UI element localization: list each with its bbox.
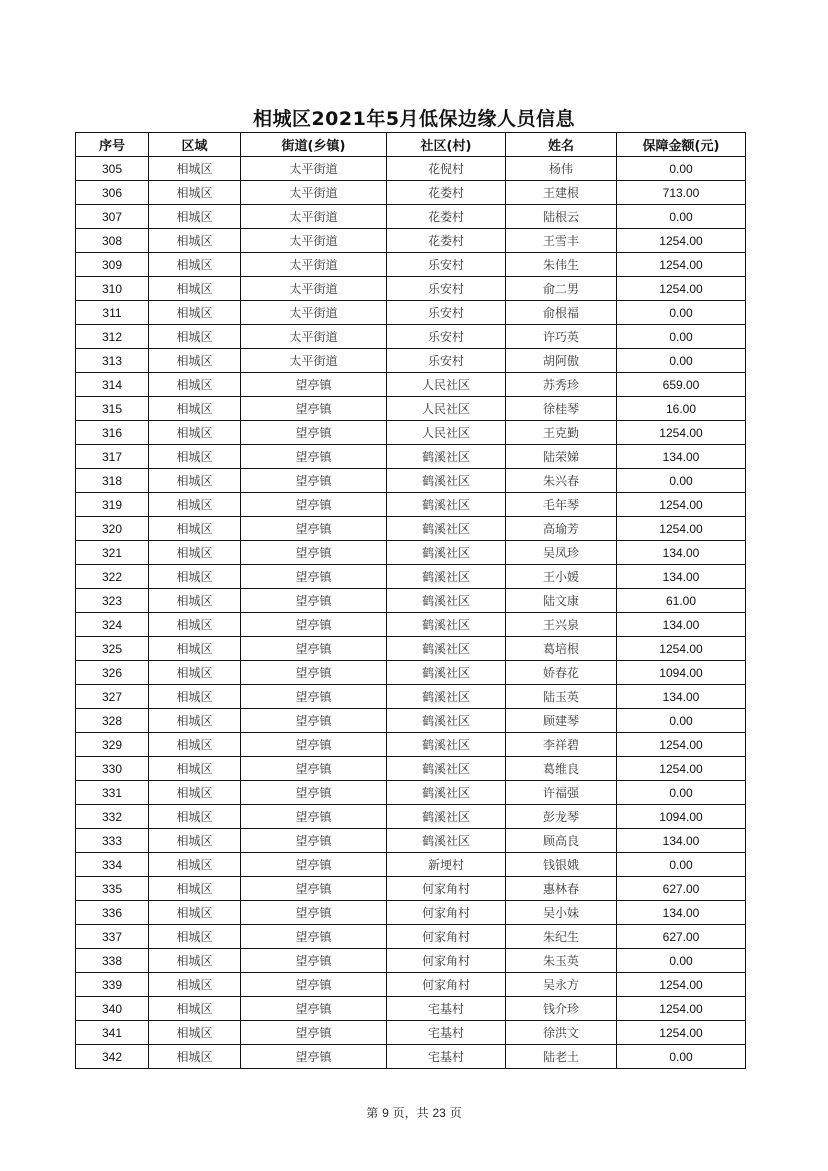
cell-index: 316 bbox=[76, 421, 149, 445]
cell-amount: 0.00 bbox=[617, 1045, 746, 1069]
cell-community: 乐安村 bbox=[387, 349, 506, 373]
cell-street: 太平街道 bbox=[241, 301, 387, 325]
cell-name: 陆老土 bbox=[506, 1045, 617, 1069]
cell-amount: 0.00 bbox=[617, 205, 746, 229]
cell-amount: 1254.00 bbox=[617, 517, 746, 541]
cell-name: 王建根 bbox=[506, 181, 617, 205]
table-row bbox=[76, 613, 746, 637]
cell-name: 王雪丰 bbox=[506, 229, 617, 253]
cell-amount: 1254.00 bbox=[617, 637, 746, 661]
cell-index: 325 bbox=[76, 637, 149, 661]
cell-community: 乐安村 bbox=[387, 301, 506, 325]
cell-district: 相城区 bbox=[149, 325, 241, 349]
cell-name: 陆荣娣 bbox=[506, 445, 617, 469]
cell-street: 望亭镇 bbox=[241, 1045, 387, 1069]
cell-district: 相城区 bbox=[149, 733, 241, 757]
cell-amount: 1254.00 bbox=[617, 997, 746, 1021]
cell-name: 娇春花 bbox=[506, 661, 617, 685]
table-row bbox=[76, 901, 746, 925]
cell-street: 望亭镇 bbox=[241, 901, 387, 925]
cell-amount: 0.00 bbox=[617, 853, 746, 877]
cell-amount: 134.00 bbox=[617, 613, 746, 637]
cell-amount: 1254.00 bbox=[617, 493, 746, 517]
table-row bbox=[76, 181, 746, 205]
cell-name: 葛培根 bbox=[506, 637, 617, 661]
cell-district: 相城区 bbox=[149, 901, 241, 925]
cell-amount: 1254.00 bbox=[617, 733, 746, 757]
cell-district: 相城区 bbox=[149, 421, 241, 445]
cell-community: 乐安村 bbox=[387, 277, 506, 301]
cell-district: 相城区 bbox=[149, 613, 241, 637]
table-row bbox=[76, 637, 746, 661]
cell-district: 相城区 bbox=[149, 373, 241, 397]
cell-name: 朱兴春 bbox=[506, 469, 617, 493]
cell-name: 许巧英 bbox=[506, 325, 617, 349]
cell-community: 鹤溪社区 bbox=[387, 637, 506, 661]
cell-index: 340 bbox=[76, 997, 149, 1021]
table-row bbox=[76, 853, 746, 877]
cell-index: 313 bbox=[76, 349, 149, 373]
cell-district: 相城区 bbox=[149, 709, 241, 733]
cell-index: 338 bbox=[76, 949, 149, 973]
cell-street: 望亭镇 bbox=[241, 805, 387, 829]
cell-name: 王小媛 bbox=[506, 565, 617, 589]
cell-amount: 1094.00 bbox=[617, 805, 746, 829]
cell-district: 相城区 bbox=[149, 1045, 241, 1069]
cell-amount: 134.00 bbox=[617, 445, 746, 469]
cell-street: 望亭镇 bbox=[241, 949, 387, 973]
table-row bbox=[76, 493, 746, 517]
cell-name: 王克勤 bbox=[506, 421, 617, 445]
table-row bbox=[76, 301, 746, 325]
total-page-count: 23 bbox=[432, 1106, 446, 1120]
table-row bbox=[76, 421, 746, 445]
cell-name: 胡阿傲 bbox=[506, 349, 617, 373]
cell-name: 俞根福 bbox=[506, 301, 617, 325]
cell-street: 望亭镇 bbox=[241, 589, 387, 613]
table-row bbox=[76, 541, 746, 565]
cell-index: 317 bbox=[76, 445, 149, 469]
table-row bbox=[76, 469, 746, 493]
table-row bbox=[76, 565, 746, 589]
cell-name: 高瑜芳 bbox=[506, 517, 617, 541]
cell-street: 望亭镇 bbox=[241, 613, 387, 637]
cell-street: 望亭镇 bbox=[241, 757, 387, 781]
cell-district: 相城区 bbox=[149, 661, 241, 685]
cell-community: 鹤溪社区 bbox=[387, 781, 506, 805]
cell-community: 新埂村 bbox=[387, 853, 506, 877]
cell-name: 吴永方 bbox=[506, 973, 617, 997]
cell-district: 相城区 bbox=[149, 685, 241, 709]
footer-middle: 页，共 bbox=[392, 1106, 429, 1120]
cell-name: 徐洪文 bbox=[506, 1021, 617, 1045]
cell-street: 太平街道 bbox=[241, 277, 387, 301]
table-row bbox=[76, 445, 746, 469]
cell-district: 相城区 bbox=[149, 301, 241, 325]
cell-amount: 1254.00 bbox=[617, 421, 746, 445]
cell-district: 相城区 bbox=[149, 829, 241, 853]
cell-amount: 0.00 bbox=[617, 349, 746, 373]
cell-index: 328 bbox=[76, 709, 149, 733]
table-row bbox=[76, 661, 746, 685]
cell-amount: 0.00 bbox=[617, 301, 746, 325]
cell-community: 鹤溪社区 bbox=[387, 541, 506, 565]
cell-amount: 0.00 bbox=[617, 325, 746, 349]
cell-community: 乐安村 bbox=[387, 253, 506, 277]
cell-amount: 1254.00 bbox=[617, 229, 746, 253]
table-row bbox=[76, 397, 746, 421]
cell-street: 望亭镇 bbox=[241, 733, 387, 757]
cell-street: 望亭镇 bbox=[241, 685, 387, 709]
cell-district: 相城区 bbox=[149, 565, 241, 589]
cell-district: 相城区 bbox=[149, 757, 241, 781]
cell-district: 相城区 bbox=[149, 253, 241, 277]
table-body bbox=[76, 157, 746, 1069]
current-page-number: 9 bbox=[382, 1106, 389, 1120]
table-row bbox=[76, 589, 746, 613]
table-row bbox=[76, 877, 746, 901]
cell-index: 309 bbox=[76, 253, 149, 277]
cell-community: 宅基村 bbox=[387, 1045, 506, 1069]
cell-name: 顾建琴 bbox=[506, 709, 617, 733]
cell-community: 鹤溪社区 bbox=[387, 661, 506, 685]
cell-name: 杨伟 bbox=[506, 157, 617, 181]
cell-amount: 713.00 bbox=[617, 181, 746, 205]
cell-district: 相城区 bbox=[149, 445, 241, 469]
cell-community: 鹤溪社区 bbox=[387, 493, 506, 517]
footer-suffix: 页 bbox=[449, 1106, 462, 1120]
cell-amount: 61.00 bbox=[617, 589, 746, 613]
cell-name: 毛年琴 bbox=[506, 493, 617, 517]
table-row bbox=[76, 733, 746, 757]
cell-community: 人民社区 bbox=[387, 373, 506, 397]
cell-community: 鹤溪社区 bbox=[387, 445, 506, 469]
cell-amount: 134.00 bbox=[617, 565, 746, 589]
cell-index: 324 bbox=[76, 613, 149, 637]
cell-district: 相城区 bbox=[149, 277, 241, 301]
data-table bbox=[75, 132, 746, 1069]
cell-community: 何家角村 bbox=[387, 973, 506, 997]
cell-street: 望亭镇 bbox=[241, 973, 387, 997]
cell-index: 308 bbox=[76, 229, 149, 253]
cell-index: 341 bbox=[76, 1021, 149, 1045]
cell-district: 相城区 bbox=[149, 469, 241, 493]
cell-district: 相城区 bbox=[149, 805, 241, 829]
table-row bbox=[76, 997, 746, 1021]
table-row bbox=[76, 949, 746, 973]
cell-name: 俞二男 bbox=[506, 277, 617, 301]
table-row bbox=[76, 709, 746, 733]
cell-index: 331 bbox=[76, 781, 149, 805]
table-row bbox=[76, 277, 746, 301]
cell-index: 336 bbox=[76, 901, 149, 925]
cell-street: 望亭镇 bbox=[241, 373, 387, 397]
cell-district: 相城区 bbox=[149, 949, 241, 973]
cell-amount: 134.00 bbox=[617, 829, 746, 853]
cell-community: 鹤溪社区 bbox=[387, 565, 506, 589]
column-header-street: 街道(乡镇) bbox=[241, 133, 387, 157]
cell-amount: 0.00 bbox=[617, 781, 746, 805]
cell-community: 花倪村 bbox=[387, 157, 506, 181]
cell-index: 329 bbox=[76, 733, 149, 757]
cell-community: 鹤溪社区 bbox=[387, 805, 506, 829]
cell-street: 望亭镇 bbox=[241, 397, 387, 421]
cell-community: 人民社区 bbox=[387, 421, 506, 445]
cell-street: 望亭镇 bbox=[241, 781, 387, 805]
cell-index: 314 bbox=[76, 373, 149, 397]
cell-index: 310 bbox=[76, 277, 149, 301]
cell-index: 307 bbox=[76, 205, 149, 229]
cell-street: 望亭镇 bbox=[241, 877, 387, 901]
cell-amount: 134.00 bbox=[617, 685, 746, 709]
cell-name: 陆玉英 bbox=[506, 685, 617, 709]
cell-index: 330 bbox=[76, 757, 149, 781]
cell-street: 望亭镇 bbox=[241, 709, 387, 733]
cell-district: 相城区 bbox=[149, 493, 241, 517]
cell-street: 望亭镇 bbox=[241, 829, 387, 853]
cell-street: 望亭镇 bbox=[241, 853, 387, 877]
cell-name: 苏秀珍 bbox=[506, 373, 617, 397]
cell-amount: 0.00 bbox=[617, 709, 746, 733]
table-row bbox=[76, 205, 746, 229]
table-row bbox=[76, 925, 746, 949]
column-header-index: 序号 bbox=[76, 133, 149, 157]
column-header-district: 区域 bbox=[149, 133, 241, 157]
cell-name: 徐桂琴 bbox=[506, 397, 617, 421]
cell-street: 望亭镇 bbox=[241, 541, 387, 565]
cell-street: 太平街道 bbox=[241, 181, 387, 205]
cell-amount: 659.00 bbox=[617, 373, 746, 397]
cell-district: 相城区 bbox=[149, 853, 241, 877]
cell-amount: 0.00 bbox=[617, 949, 746, 973]
cell-street: 太平街道 bbox=[241, 205, 387, 229]
cell-street: 望亭镇 bbox=[241, 565, 387, 589]
cell-community: 乐安村 bbox=[387, 325, 506, 349]
cell-community: 鹤溪社区 bbox=[387, 589, 506, 613]
cell-name: 顾高良 bbox=[506, 829, 617, 853]
cell-street: 望亭镇 bbox=[241, 517, 387, 541]
cell-district: 相城区 bbox=[149, 157, 241, 181]
cell-amount: 1254.00 bbox=[617, 1021, 746, 1045]
document-title: 相城区2021年5月低保边缘人员信息 bbox=[252, 108, 576, 130]
cell-district: 相城区 bbox=[149, 349, 241, 373]
cell-name: 陆文康 bbox=[506, 589, 617, 613]
column-header-community: 社区(村) bbox=[387, 133, 506, 157]
cell-district: 相城区 bbox=[149, 877, 241, 901]
cell-name: 吴小妹 bbox=[506, 901, 617, 925]
cell-index: 339 bbox=[76, 973, 149, 997]
cell-community: 宅基村 bbox=[387, 1021, 506, 1045]
cell-name: 朱纪生 bbox=[506, 925, 617, 949]
table-row bbox=[76, 685, 746, 709]
cell-community: 何家角村 bbox=[387, 877, 506, 901]
table-row bbox=[76, 781, 746, 805]
column-header-amount: 保障金额(元) bbox=[617, 133, 746, 157]
cell-name: 王兴泉 bbox=[506, 613, 617, 637]
cell-community: 花娄村 bbox=[387, 229, 506, 253]
cell-amount: 627.00 bbox=[617, 925, 746, 949]
cell-amount: 1254.00 bbox=[617, 973, 746, 997]
cell-index: 311 bbox=[76, 301, 149, 325]
cell-district: 相城区 bbox=[149, 205, 241, 229]
cell-community: 何家角村 bbox=[387, 925, 506, 949]
table-row bbox=[76, 1021, 746, 1045]
cell-district: 相城区 bbox=[149, 1021, 241, 1045]
cell-district: 相城区 bbox=[149, 229, 241, 253]
cell-street: 太平街道 bbox=[241, 325, 387, 349]
cell-name: 葛维良 bbox=[506, 757, 617, 781]
cell-amount: 134.00 bbox=[617, 901, 746, 925]
cell-street: 望亭镇 bbox=[241, 637, 387, 661]
cell-name: 朱伟生 bbox=[506, 253, 617, 277]
cell-community: 何家角村 bbox=[387, 949, 506, 973]
cell-index: 322 bbox=[76, 565, 149, 589]
cell-street: 太平街道 bbox=[241, 157, 387, 181]
table-row bbox=[76, 517, 746, 541]
cell-amount: 134.00 bbox=[617, 541, 746, 565]
cell-community: 鹤溪社区 bbox=[387, 757, 506, 781]
cell-name: 彭龙琴 bbox=[506, 805, 617, 829]
cell-name: 李祥碧 bbox=[506, 733, 617, 757]
cell-community: 鹤溪社区 bbox=[387, 685, 506, 709]
table-row bbox=[76, 325, 746, 349]
cell-community: 鹤溪社区 bbox=[387, 829, 506, 853]
cell-street: 望亭镇 bbox=[241, 493, 387, 517]
table-row bbox=[76, 229, 746, 253]
table-row bbox=[76, 757, 746, 781]
cell-index: 315 bbox=[76, 397, 149, 421]
table-row bbox=[76, 805, 746, 829]
cell-name: 惠林春 bbox=[506, 877, 617, 901]
cell-district: 相城区 bbox=[149, 781, 241, 805]
cell-amount: 627.00 bbox=[617, 877, 746, 901]
cell-name: 许福强 bbox=[506, 781, 617, 805]
cell-index: 335 bbox=[76, 877, 149, 901]
cell-name: 钱银娥 bbox=[506, 853, 617, 877]
cell-district: 相城区 bbox=[149, 973, 241, 997]
cell-community: 鹤溪社区 bbox=[387, 733, 506, 757]
cell-community: 花娄村 bbox=[387, 181, 506, 205]
cell-district: 相城区 bbox=[149, 925, 241, 949]
table-row bbox=[76, 349, 746, 373]
cell-community: 人民社区 bbox=[387, 397, 506, 421]
table-row bbox=[76, 157, 746, 181]
cell-street: 望亭镇 bbox=[241, 925, 387, 949]
cell-index: 326 bbox=[76, 661, 149, 685]
cell-street: 望亭镇 bbox=[241, 445, 387, 469]
table-row bbox=[76, 373, 746, 397]
cell-name: 吴凤珍 bbox=[506, 541, 617, 565]
cell-name: 朱玉英 bbox=[506, 949, 617, 973]
cell-index: 319 bbox=[76, 493, 149, 517]
table-row bbox=[76, 973, 746, 997]
cell-index: 306 bbox=[76, 181, 149, 205]
cell-community: 宅基村 bbox=[387, 997, 506, 1021]
cell-index: 318 bbox=[76, 469, 149, 493]
column-header-name: 姓名 bbox=[506, 133, 617, 157]
cell-amount: 1254.00 bbox=[617, 253, 746, 277]
cell-district: 相城区 bbox=[149, 541, 241, 565]
table-row bbox=[76, 1045, 746, 1069]
cell-amount: 1254.00 bbox=[617, 757, 746, 781]
cell-amount: 16.00 bbox=[617, 397, 746, 421]
cell-index: 305 bbox=[76, 157, 149, 181]
cell-community: 鹤溪社区 bbox=[387, 709, 506, 733]
cell-community: 何家角村 bbox=[387, 901, 506, 925]
cell-street: 望亭镇 bbox=[241, 421, 387, 445]
cell-index: 332 bbox=[76, 805, 149, 829]
table-row bbox=[76, 253, 746, 277]
cell-district: 相城区 bbox=[149, 181, 241, 205]
cell-district: 相城区 bbox=[149, 589, 241, 613]
cell-community: 花娄村 bbox=[387, 205, 506, 229]
cell-district: 相城区 bbox=[149, 997, 241, 1021]
cell-community: 鹤溪社区 bbox=[387, 517, 506, 541]
cell-index: 312 bbox=[76, 325, 149, 349]
table-header-row bbox=[76, 133, 746, 157]
cell-street: 望亭镇 bbox=[241, 661, 387, 685]
cell-index: 333 bbox=[76, 829, 149, 853]
cell-community: 鹤溪社区 bbox=[387, 469, 506, 493]
cell-street: 太平街道 bbox=[241, 349, 387, 373]
cell-amount: 1094.00 bbox=[617, 661, 746, 685]
cell-district: 相城区 bbox=[149, 637, 241, 661]
cell-street: 望亭镇 bbox=[241, 997, 387, 1021]
cell-district: 相城区 bbox=[149, 397, 241, 421]
table-row bbox=[76, 829, 746, 853]
cell-index: 323 bbox=[76, 589, 149, 613]
cell-street: 太平街道 bbox=[241, 253, 387, 277]
cell-community: 鹤溪社区 bbox=[387, 613, 506, 637]
cell-index: 321 bbox=[76, 541, 149, 565]
cell-index: 334 bbox=[76, 853, 149, 877]
page-footer bbox=[0, 1104, 828, 1121]
cell-index: 327 bbox=[76, 685, 149, 709]
cell-index: 342 bbox=[76, 1045, 149, 1069]
cell-index: 320 bbox=[76, 517, 149, 541]
cell-name: 陆根云 bbox=[506, 205, 617, 229]
cell-name: 钱介珍 bbox=[506, 997, 617, 1021]
cell-amount: 0.00 bbox=[617, 469, 746, 493]
cell-street: 望亭镇 bbox=[241, 1021, 387, 1045]
footer-prefix: 第 bbox=[366, 1106, 379, 1120]
cell-amount: 1254.00 bbox=[617, 277, 746, 301]
cell-district: 相城区 bbox=[149, 517, 241, 541]
cell-amount: 0.00 bbox=[617, 157, 746, 181]
cell-street: 太平街道 bbox=[241, 229, 387, 253]
cell-street: 望亭镇 bbox=[241, 469, 387, 493]
cell-index: 337 bbox=[76, 925, 149, 949]
